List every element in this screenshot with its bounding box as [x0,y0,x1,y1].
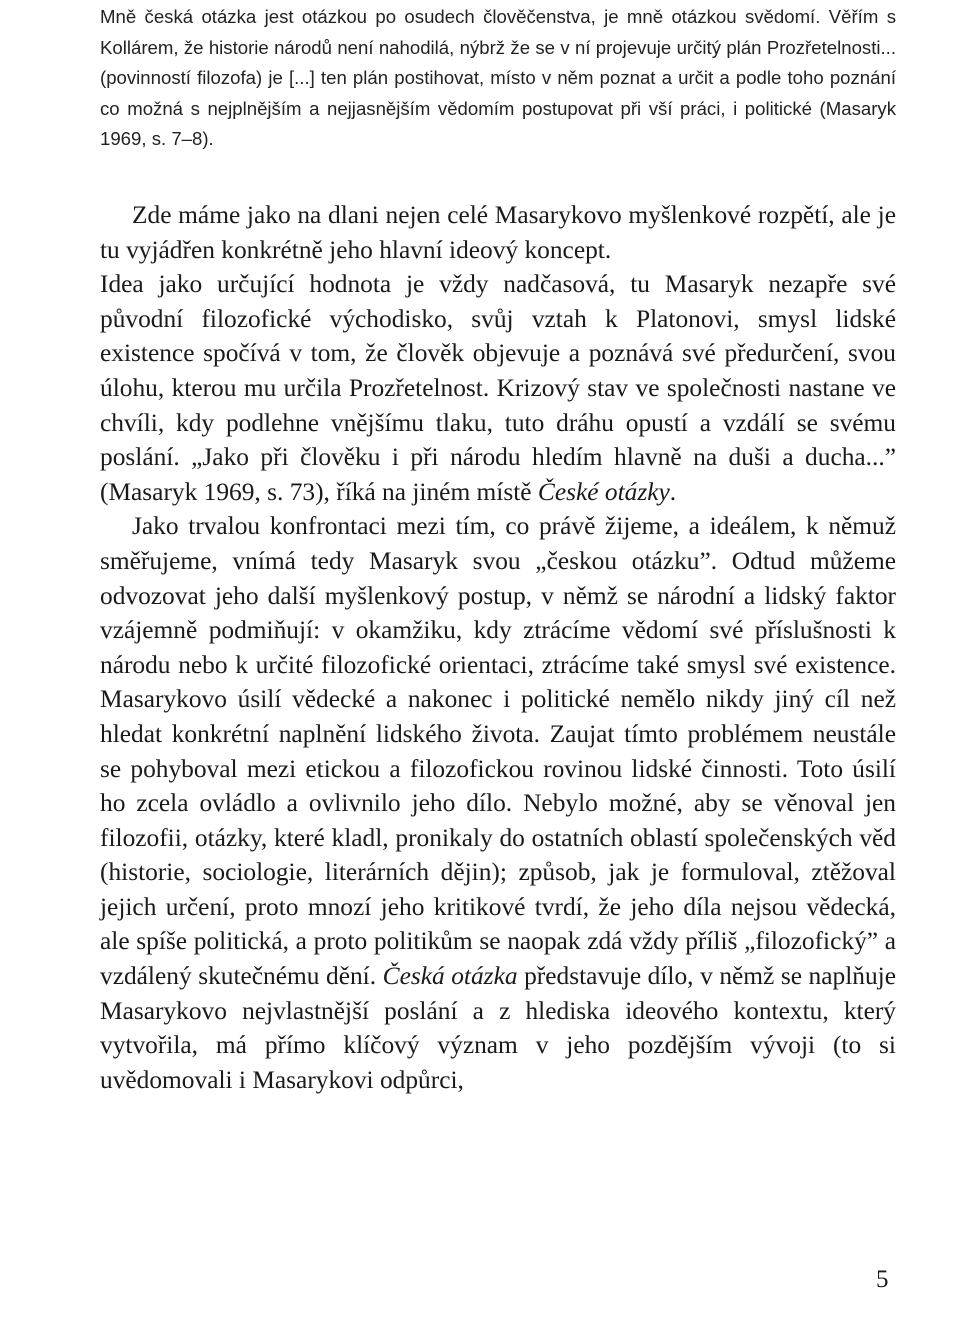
block-quote: Mně česká otázka jest otázkou po osudech člověčenstva, je mně otázkou svědomí. Věřím s Kollárem, že historie národů není nahodilá, nýbrž že se v ní projevuje určitý plán Prozřetelnosti... (povinností filozofa) je [...] ten plán postihovat, místo v něm poznat a určit a podle toho poznání co možná s nejplnějším a nejjasnějším vědomím postupovat při vší práci, i politické (Masaryk 1969, s. 7–8). [100,6,896,149]
paragraph-2-text: Idea jako určující hodnota je vždy nadčasová, tu Masaryk nezapře své původní filozofické východisko, svůj vztah k Platonovi, smysl lidské existence spočívá v tom, že člověk objevuje a poznává své předurčení, svou úlohu, kterou mu určila Prozřetelnost. Krizový stav ve společnosti nastane ve chvíli, kdy podlehne vnějšímu tlaku, tuto dráhu opustí a vzdálí se svému poslání. „Jako při člověku i při národu hledím hlavně na duši a ducha...” (Masaryk 1969, s. 73), říká na jiném místě [100,270,896,506]
body-text [100,198,896,1097]
paragraph-3-text-a: Jako trvalou konfrontaci mezi tím, co právě žijeme, a ideálem, k němuž směřujeme, vnímá tedy Masaryk svou „českou otázku”. Odtud můžeme odvozovat jeho další myšlenkový postup, v němž se národní a lidský faktor vzájemně podmiňují: v okamžiku, kdy ztrácíme vědomí své příslušnosti k národu nebo k určité filozofické orientaci, ztrácíme také smysl své existence. Masarykovo úsilí vědecké a nakonec i politické nemělo nikdy jiný cíl než hledat konkrétní naplnění lidského života. Zaujat tímto problémem neustále se pohyboval mezi etickou a filozofickou rovinou lidské činnosti. Toto úsilí ho zcela ovládlo a ovlivnilo jeho dílo. Nebylo možné, aby se věnoval jen filozofii, otázky, které kladl, pronikaly do ostatních oblastí společenských věd (historie, sociologie, literárních dějin); způsob, jak je formuloval, ztěžoval jejich určení, proto mnozí jeho kritikové tvrdí, že jeho díla nejsou vědecká, ale spíše politická, a proto politikům se naopak zdá vždy příliš „filozofický” a vzdálený skutečnému dění. [100,512,896,991]
paragraph-3 [100,509,896,1097]
paragraph-2-end: . [669,477,677,506]
book-title-ceska-otazka: Česká otázka [382,962,518,991]
book-title-ceske-otazky: České otázky [537,477,670,506]
paragraph-2 [100,267,896,509]
paragraph-3-text-b: představuje dílo, v němž se naplňuje Masarykovo nejvlastnější poslání a z hlediska ideového kontextu, který vytvořila, má přímo klíčový význam v jeho pozdějším vývoji (to si uvědomovali i Masarykovi odpůrci, [100,962,896,1094]
paragraph-1: Zde máme jako na dlani nejen celé Masarykovo myšlenkové rozpětí, ale je tu vyjádřen konkrétně jeho hlavní ideový koncept. [100,201,896,264]
page-number: 5 [876,1266,889,1293]
